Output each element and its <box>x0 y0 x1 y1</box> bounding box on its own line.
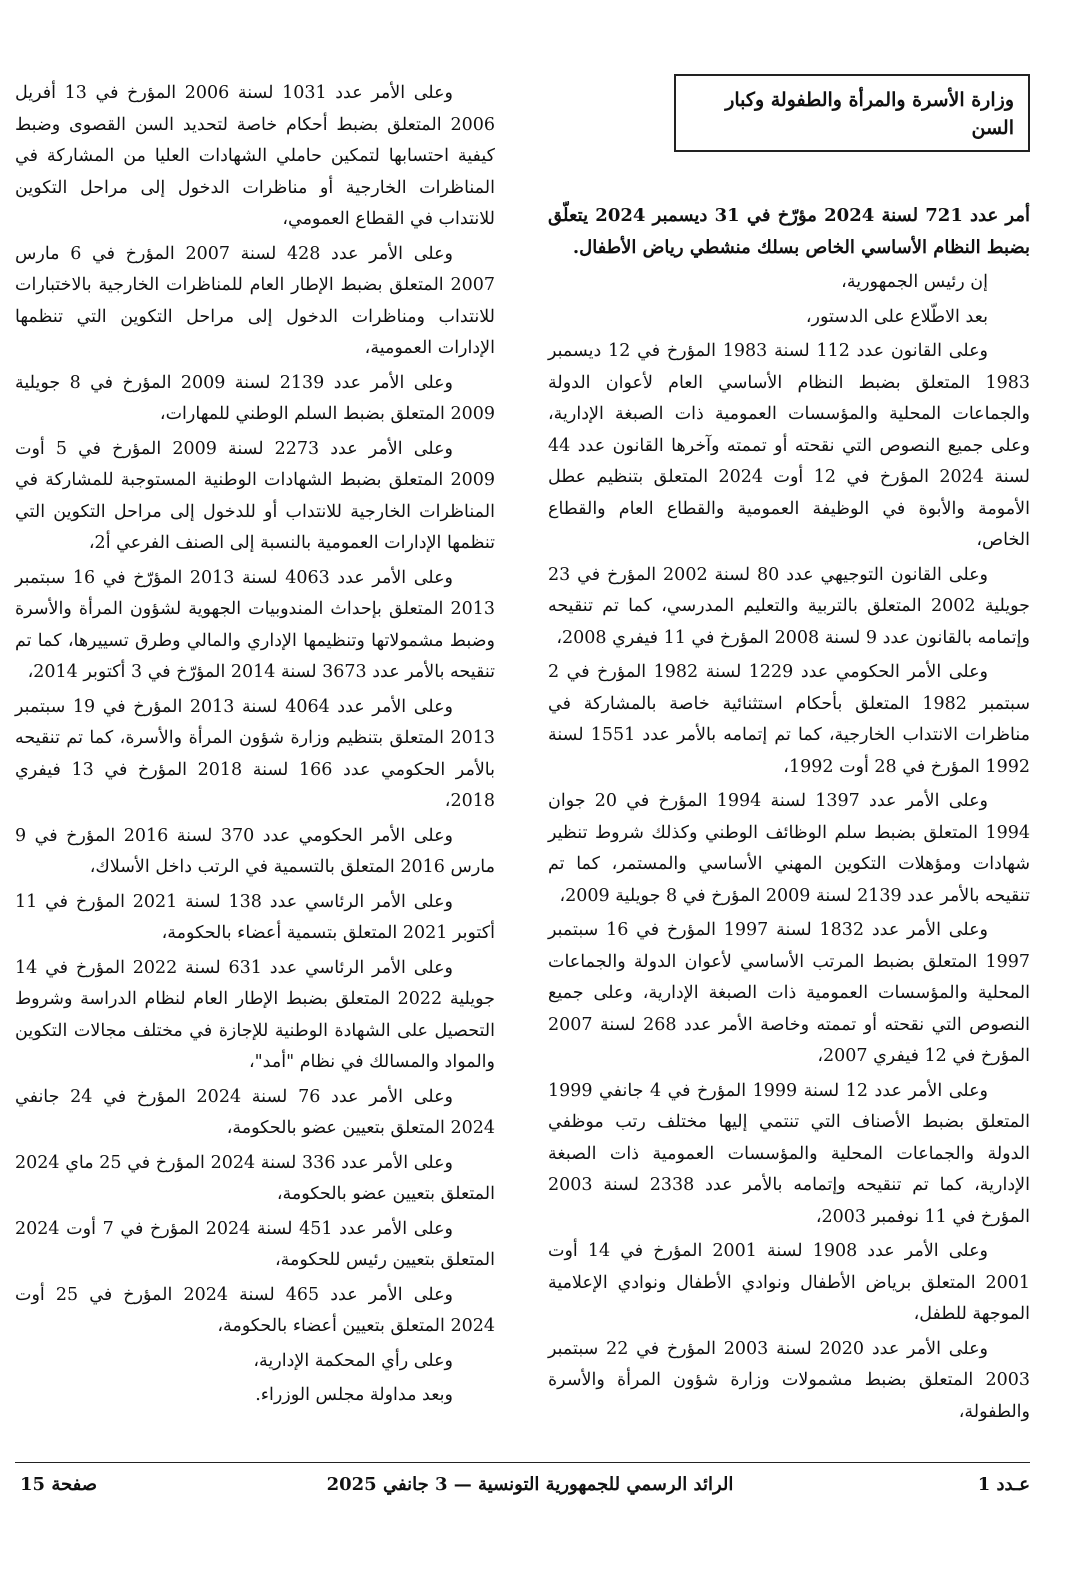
left-paragraph: وعلى الأمر عدد 76 لسنة 2024 المؤرخ في 24 جانفي 2024 المتعلق بتعيين عضو بالحكومة، <box>15 1086 495 1138</box>
left-paragraph: وعلى الأمر عدد 465 لسنة 2024 المؤرخ في 25 أوت 2024 المتعلق بتعيين أعضاء بالحكومة، <box>15 1284 495 1336</box>
left-paragraph: وعلى الأمر عدد 451 لسنة 2024 المؤرخ في 7 أوت 2024 المتعلق بتعيين رئيس للحكومة، <box>15 1218 495 1270</box>
left-paragraph: وعلى الأمر عدد 1031 لسنة 2006 المؤرخ في 13 أفريل 2006 المتعلق بضبط أحكام خاصة لتحديد السن القصوى وضبط كيفية احتسابها لتمكين حاملي الشهادات العليا من المشاركة في المناظرات الخارجية أو مناظرات الدخول إلى مراحل التكوين للانتداب في القطاع العمومي، <box>15 83 495 229</box>
left-paragraph: وعلى الأمر عدد 2139 لسنة 2009 المؤرخ في 8 جويلية 2009 المتعلق بضبط السلم الوطني للمهارات، <box>15 372 495 424</box>
left-paragraph: وعلى الأمر الرئاسي عدد 631 لسنة 2022 المؤرخ في 14 جويلية 2022 المتعلق بضبط الإطار العام لنظام الدراسة وشروط التحصيل على الشهادة الوطنية للإجازة في مختلف مجالات التكوين والمواد والمسالك في نظام "أمد"، <box>15 957 496 1072</box>
left-paragraph: وعلى الأمر الرئاسي عدد 138 لسنة 2021 المؤرخ في 11 أكتوبر 2021 المتعلق بتسمية أعضاء بالحكومة، <box>15 891 495 943</box>
right-column <box>548 70 1030 1431</box>
left-paragraph: وعلى الأمر عدد 4063 لسنة 2013 المؤرّخ في 16 سبتمبر 2013 المتعلق بإحداث المندوبيات الجهوية لشؤون المرأة والأسرة وضبط مشمولاتها وتنظيمها الإداري والمالي وطرق تسييرها، كما تم تنقيحه بالأمر عدد 3673 لسنة 2014 المؤرّخ في 3 أكتوبر 2014، <box>15 567 495 682</box>
right-paragraph: وعلى الأمر عدد 1908 لسنة 2001 المؤرخ في 14 أوت 2001 المتعلق برياض الأطفال ونوادي الأطفال ونوادي الإعلامية الموجهة للطفل، <box>548 1241 1030 1324</box>
left-paragraph: وعلى الأمر عدد 428 لسنة 2007 المؤرخ في 6 مارس 2007 المتعلق بضبط الإطار العام للمناظرات الخارجية بالاختبارات للانتداب ومناظرات الدخول إلى مراحل التكوين التي تنظمها الإدارات العمومية، <box>15 243 495 358</box>
ministry-heading-box <box>674 74 1030 152</box>
left-paragraph: وعلى الأمر عدد 4064 لسنة 2013 المؤرخ في 19 سبتمبر 2013 المتعلق بتنظيم وزارة شؤون المرأة والأسرة، كما تم تنقيحه بالأمر الحكومي عدد 166 لسنة 2018 المؤرخ في 13 فيفري 2018، <box>15 696 496 811</box>
footer-divider <box>15 1462 1030 1463</box>
right-paragraph: وعلى القانون التوجيهي عدد 80 لسنة 2002 المؤرخ في 23 جويلية 2002 المتعلق بالتربية والتعليم المدرسي، كما تم تنقيحه وإتمامه بالقانون عدد 9 لسنة 2008 المؤرخ في 11 فيفري 2008، <box>548 564 1031 648</box>
left-column <box>15 78 495 1415</box>
ministry-heading: وزارة الأسرة والمرأة والطفولة وكبار السن <box>725 89 1014 139</box>
decree-title: أمر عدد 721 لسنة 2024 مؤرّخ في 31 ديسمبر 2024 يتعلّق بضبط النظام الأساسي الخاص بسلك منشطي رياض الأطفال. <box>548 205 1030 258</box>
left-paragraph: وبعد مداولة مجلس الوزراء. <box>255 1385 453 1405</box>
left-paragraph: وعلى الأمر عدد 336 لسنة 2024 المؤرخ في 25 ماي 2024 المتعلق بتعيين عضو بالحكومة، <box>15 1152 495 1204</box>
right-paragraph: وعلى الأمر عدد 1397 لسنة 1994 المؤرخ في 20 جوان 1994 المتعلق بضبط سلم الوظائف الوطني وكذلك شروط تنظير شهادات ومؤهلات التكوين المهني الأساسي والمستمر، كما تم تنقيحه بالأمر عدد 2139 لسنة 2009 المؤرخ في 8 جويلية 2009، <box>548 791 1030 906</box>
right-paragraph: وعلى القانون عدد 112 لسنة 1983 المؤرخ في 12 ديسمبر 1983 المتعلق بضبط النظام الأساسي العام لأعوان الدولة والجماعات المحلية والمؤسسات العمومية ذات الصبغة الإدارية، وعلى جميع النصوص التي نقحته أو تممته وآخرها القانون عدد 44 لسنة 2024 المؤرخ في 12 أوت 2024 المتعلق بتنظيم عطل الأمومة والأبوة في الوظيفة العمومية والقطاع العام والقطاع الخاص، <box>548 341 1030 550</box>
left-paragraph: وعلى الأمر الحكومي عدد 370 لسنة 2016 المؤرخ في 9 مارس 2016 المتعلق بالتسمية في الرتب داخل الأسلاك، <box>15 825 495 877</box>
right-paragraph: وعلى الأمر الحكومي عدد 1229 لسنة 1982 المؤرخ في 2 سبتمبر 1982 المتعلق بأحكام استثنائية خاصة بالمشاركة في مناظرات الانتداب الخارجية، كما تم إتمامه بالأمر عدد 1551 لسنة 1992 المؤرخ في 28 أوت 1992، <box>548 662 1030 777</box>
right-paragraph: إن رئيس الجمهورية، <box>841 272 988 292</box>
right-paragraph: وعلى الأمر عدد 12 لسنة 1999 المؤرخ في 4 جانفي 1999 المتعلق بضبط الأصناف التي تنتمي إليها مختلف رتب موظفي الدولة والجماعات المحلية والمؤسسات العمومية ذات الصبغة الإدارية، كما تم تنقيحه وإتمامه بالأمر عدد 2338 لسنة 2003 المؤرخ في 11 نوفمبر 2003، <box>548 1080 1030 1227</box>
right-paragraph: وعلى الأمر عدد 1832 لسنة 1997 المؤرخ في 16 سبتمبر 1997 المتعلق بضبط المرتب الأساسي لأعوان الدولة والجماعات المحلية والمؤسسات العمومية ذات الصبغة الإدارية، وعلى جميع النصوص التي نقحته أو تممته وخاصة الأمر عدد 268 لسنة 2007 المؤرخ في 12 فيفري 2007، <box>548 920 1031 1066</box>
footer-journal-title: الرائد الرسمي للجمهورية التونسية — 3 جانفي 2025 <box>326 1474 734 1495</box>
footer-page-number: صفحة 15 <box>20 1474 97 1495</box>
footer-issue-number: عـدد 1 <box>977 1474 1030 1495</box>
page-footer <box>15 1474 1030 1504</box>
left-paragraph: وعلى الأمر عدد 2273 لسنة 2009 المؤرخ في 5 أوت 2009 المتعلق بضبط الشهادات الوطنية المستوجبة للمشاركة في المناظرات الخارجية للانتداب أو للدخول إلى مراحل التكوين التي تنظمها الإدارات العمومية بالنسبة إلى الصنف الفرعي أ2، <box>15 438 495 553</box>
left-paragraph: وعلى رأي المحكمة الإدارية، <box>253 1350 453 1371</box>
right-paragraph: بعد الاطّلاع على الدستور، <box>805 306 988 327</box>
right-paragraph: وعلى الأمر عدد 2020 لسنة 2003 المؤرخ في 22 سبتمبر 2003 المتعلق بضبط مشمولات وزارة شؤون المرأة والأسرة والطفولة، <box>548 1338 1030 1422</box>
